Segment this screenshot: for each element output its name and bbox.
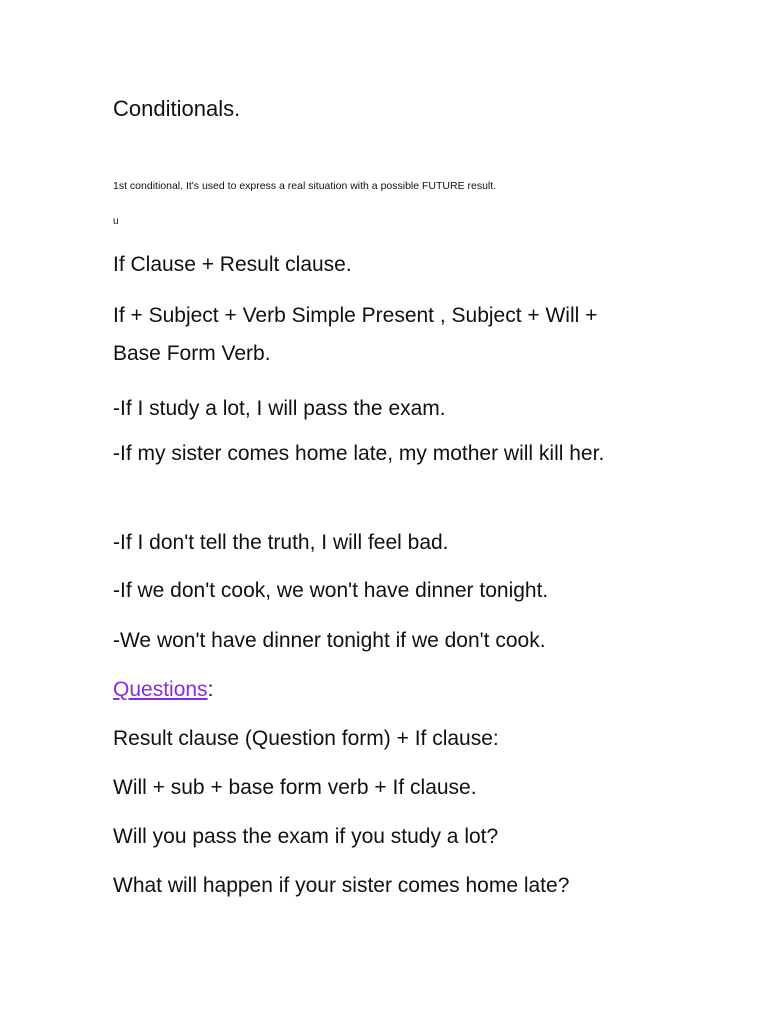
example-3: -If I don't tell the truth, I will feel bad. [113, 531, 449, 554]
document-title: Conditionals. [113, 96, 241, 121]
example-2: -If my sister comes home late, my mother will kill her. [113, 442, 605, 465]
example-4: -If we don't cook, we won't have dinner tonight. [113, 579, 549, 602]
question-pattern-1: Result clause (Question form) + If clause: [113, 727, 499, 750]
question-pattern-2: Will + sub + base form verb + If clause. [113, 776, 477, 799]
question-example-1: Will you pass the exam if you study a lot? [113, 825, 499, 848]
questions-heading [113, 677, 213, 702]
questions-link[interactable]: Questions [113, 678, 208, 701]
questions-colon: : [207, 678, 214, 701]
pattern-line-2: If + Subject + Verb Simple Present , Subject + Will + Base Form Verb. [113, 304, 598, 365]
pattern-line-1: If Clause + Result clause. [113, 253, 352, 276]
example-1: -If I study a lot, I will pass the exam. [113, 397, 446, 420]
question-example-2: What will happen if your sister comes home late? [113, 874, 570, 897]
intro-note: 1st conditional. It's used to express a real situation with a possible FUTURE result. [113, 180, 497, 192]
stray-letter: u [113, 216, 119, 227]
example-5: -We won't have dinner tonight if we don't cook. [113, 629, 546, 652]
